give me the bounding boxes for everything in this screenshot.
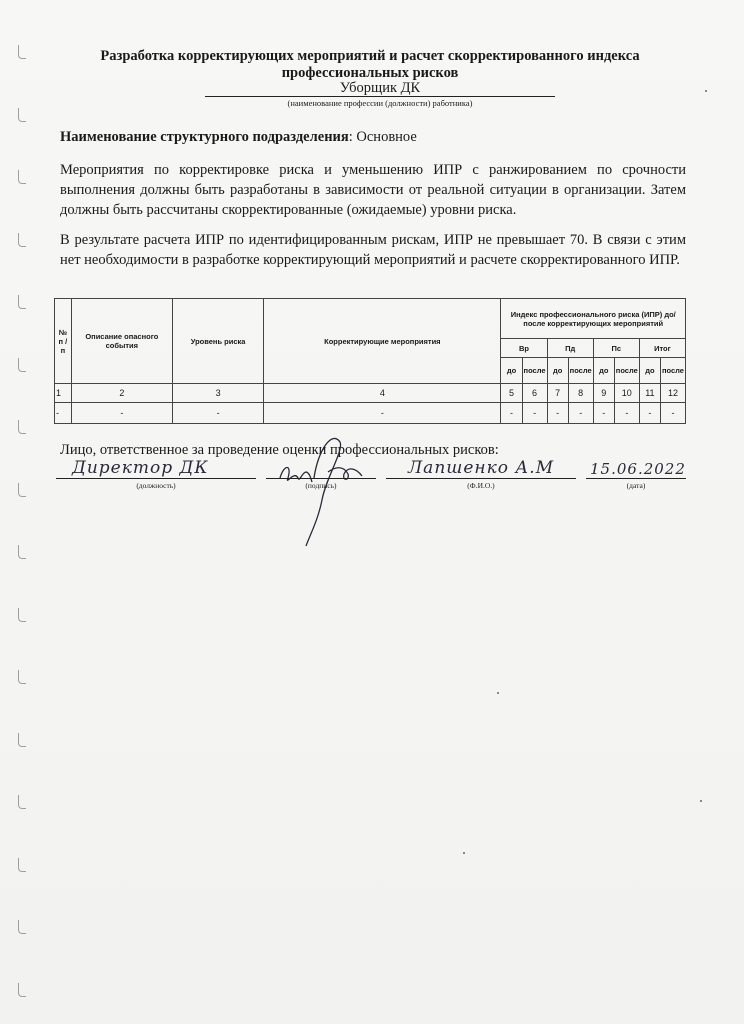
table-cell: 3	[172, 384, 263, 403]
binding-mark	[18, 295, 26, 309]
fio-line	[386, 478, 576, 479]
handwritten-fio: Лапшенко А.М	[408, 458, 555, 478]
scan-speck	[497, 692, 499, 694]
scan-speck	[700, 800, 702, 802]
header-group-vr: Вр	[501, 339, 547, 358]
header-sub: после	[522, 358, 547, 384]
table-cell: 1	[55, 384, 72, 403]
binding-mark	[18, 670, 26, 684]
header-event: Описание опасного события	[71, 299, 172, 384]
table-cell: 2	[71, 384, 172, 403]
caption-position: (должность)	[136, 481, 176, 490]
binding-mark	[18, 420, 26, 434]
caption-signature: (подпись)	[305, 481, 337, 490]
binding-mark	[18, 170, 26, 184]
table-cell: 11	[639, 384, 660, 403]
header-measures: Корректирующие мероприятия	[264, 299, 501, 384]
table-cell: -	[71, 403, 172, 424]
header-sub: до	[501, 358, 522, 384]
handwritten-date: 15.06.2022	[590, 460, 686, 478]
binding-mark	[18, 608, 26, 622]
signature-line	[266, 478, 376, 479]
binding-mark	[18, 858, 26, 872]
header-sub: до	[639, 358, 660, 384]
header-group-total: Итог	[639, 339, 685, 358]
table-cell: -	[639, 403, 660, 424]
table-cell: 10	[614, 384, 639, 403]
table-cell: 9	[593, 384, 614, 403]
document-title	[70, 48, 670, 82]
table-cell: -	[522, 403, 547, 424]
header-sub: до	[547, 358, 568, 384]
table-cell: 8	[568, 384, 593, 403]
binding-mark	[18, 733, 26, 747]
department-value: : Основное	[348, 129, 417, 145]
department-line	[60, 129, 417, 146]
header-sub: после	[660, 358, 685, 384]
scan-speck	[463, 852, 465, 854]
binding-mark	[18, 795, 26, 809]
caption-fio: (Ф.И.О.)	[467, 481, 495, 490]
binding-mark	[18, 358, 26, 372]
header-number: № п / п	[55, 299, 72, 384]
responsible-label: Лицо, ответственное за проведение оценки профессиональных рисков:	[60, 442, 499, 458]
table-cell: -	[660, 403, 685, 424]
header-index: Индекс профессионального риска (ИПР) до/после корректирующих мероприятий	[501, 299, 686, 339]
binding-mark	[18, 983, 26, 997]
table-cell: -	[614, 403, 639, 424]
title-line-1: Разработка корректирующих мероприятий и расчет скорректированного индекса	[100, 48, 640, 64]
position-line	[56, 478, 256, 479]
date-line	[586, 478, 686, 479]
department-label: Наименование структурного подразделения	[60, 129, 349, 145]
header-level: Уровень риска	[172, 299, 263, 384]
table-cell: -	[547, 403, 568, 424]
table-cell: -	[264, 403, 501, 424]
table-cell: -	[172, 403, 263, 424]
table-cell: -	[593, 403, 614, 424]
header-sub: после	[614, 358, 639, 384]
profession-caption: (наименование профессии (должности) работника)	[287, 98, 473, 108]
binding-mark	[18, 483, 26, 497]
title-line-2: профессиональных рисков	[281, 65, 459, 81]
header-group-pd: Пд	[547, 339, 593, 358]
table-cell: -	[55, 403, 72, 424]
table-cell: -	[501, 403, 522, 424]
header-sub: после	[568, 358, 593, 384]
table-cell: 6	[522, 384, 547, 403]
table-cell: 7	[547, 384, 568, 403]
paragraph-measures: Мероприятия по корректировке риска и уменьшению ИПР с ранжированием по срочности выполнения должны быть разработаны в зависимости от реальной ситуации в организации. Затем должны быть рассчитаны скорректированные (ожидаемые) уровни риска.	[60, 162, 686, 218]
header-group-ps: Пс	[593, 339, 639, 358]
binding-mark	[18, 545, 26, 559]
profession-value: Уборщик ДК	[205, 80, 555, 97]
handwritten-position: Директор ДК	[72, 458, 209, 478]
table-cell: 4	[264, 384, 501, 403]
binding-mark	[18, 920, 26, 934]
header-sub: до	[593, 358, 614, 384]
risk-index-table	[54, 298, 686, 424]
scan-speck	[705, 90, 707, 92]
table-row	[55, 384, 686, 403]
table-cell: 5	[501, 384, 522, 403]
binding-mark	[18, 45, 26, 59]
paragraph-result: В результате расчета ИПР по идентифицированным рискам, ИПР не превышает 70. В связи с этим нет необходимости в разработке корректирующий мероприятий и расчете скорректированного ИПР.	[60, 232, 686, 268]
binding-mark	[18, 108, 26, 122]
binding-mark	[18, 233, 26, 247]
table-cell: -	[568, 403, 593, 424]
table-cell: 12	[660, 384, 685, 403]
caption-date: (дата)	[626, 481, 646, 490]
